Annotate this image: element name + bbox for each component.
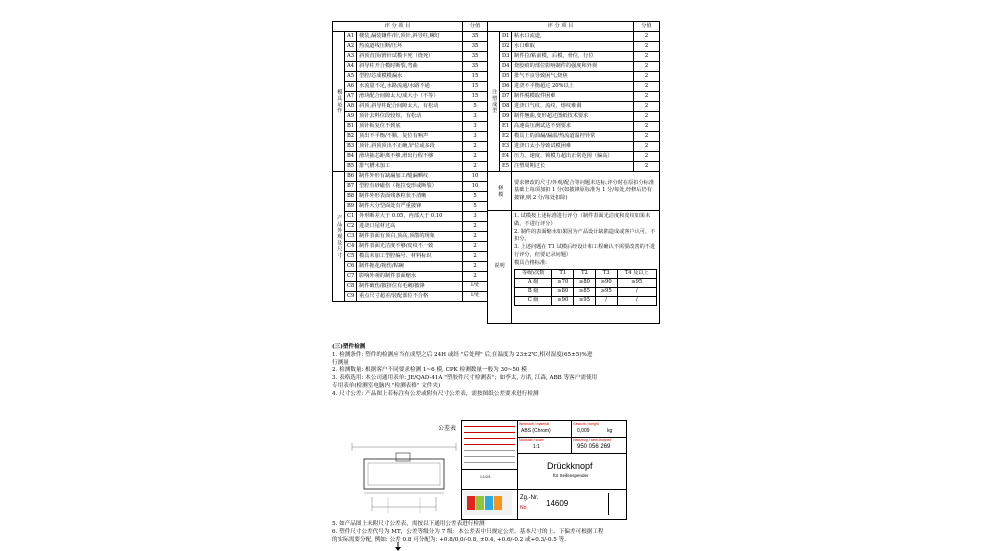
- table-row: [333, 222, 488, 232]
- item-code: E5: [500, 162, 512, 172]
- grade-cell: /: [617, 296, 656, 305]
- item-text: 型腔有砂磁伤（拖拉变形或断裂）: [357, 182, 463, 192]
- item-code: C8: [345, 282, 357, 292]
- item-score: 2: [463, 142, 488, 152]
- item-code: D5: [500, 72, 512, 82]
- item-score: 5: [463, 102, 488, 112]
- item-score: 3: [463, 132, 488, 142]
- drawing-number-cell: Zg.-Nr. No. 14609: [517, 489, 627, 519]
- item-text: 斜顶直顶/滑针试模卡死（烧死）: [357, 52, 463, 62]
- item-code: C2: [345, 222, 357, 232]
- group-repair: 修模: [488, 172, 512, 211]
- table-row: [488, 42, 660, 52]
- item-code: B3: [345, 142, 357, 152]
- item-code: B2: [345, 132, 357, 142]
- check-line-2: 行测量: [332, 359, 349, 366]
- item-score: 3: [463, 112, 488, 122]
- grade-cell: ≥80: [552, 287, 574, 296]
- item-score: 2: [634, 142, 660, 152]
- item-code: C5: [345, 252, 357, 262]
- note-line: 模具合格标准:: [514, 259, 547, 266]
- item-text: 滑块配合间隙太大/成大小（不等）: [357, 92, 463, 102]
- check-line-6: 4. 尺寸公差: 产品图上若标注有公差或附有尺寸公差表，需按图纸公差要求进行检测: [332, 390, 539, 397]
- note-cell: [512, 211, 660, 324]
- item-code: C7: [345, 272, 357, 282]
- item-text: 制件大分型面处有严重披锋: [357, 202, 463, 212]
- grade-cell: /: [617, 287, 656, 296]
- tolerance-label: 公差表: [438, 425, 457, 432]
- table-row: [488, 72, 660, 82]
- item-code: B1: [345, 122, 357, 132]
- footer-line-1: 5. 如产品图上未附尺寸公差表，需按以下通用公差表进行检测: [332, 521, 485, 527]
- item-score: 2: [634, 162, 660, 172]
- part-name-cell: Drückknopf für Seifenspender: [517, 453, 626, 490]
- item-code: D1: [500, 32, 512, 42]
- item-text: 水流量不足,水路流通/水路不通: [357, 82, 463, 92]
- item-text: 型腔/芯成模模漏水: [357, 72, 463, 82]
- item-score: 2: [463, 232, 488, 242]
- item-code: A6: [345, 82, 357, 92]
- item-code: A4: [345, 62, 357, 72]
- item-text: 顶针板复位不到底: [357, 122, 463, 132]
- item-text: 影响外观的制件表面缩水: [357, 272, 463, 282]
- grade-cell: C 级: [515, 296, 552, 305]
- grade-header: T1: [552, 269, 574, 278]
- item-score: 2: [463, 152, 488, 162]
- item-text: 粘水口流道,: [512, 32, 634, 42]
- table-row: [333, 282, 488, 292]
- item-text: 顶针,斜顶顶出不正确,铲位或多段: [357, 142, 463, 152]
- item-text: 制件表面有顶白,顶高,顶散的现象: [357, 232, 463, 242]
- item-score: 2: [634, 82, 660, 92]
- item-code: C3: [345, 232, 357, 242]
- table-row: [333, 42, 488, 52]
- item-code: A9: [345, 112, 357, 122]
- table-row: [333, 132, 488, 142]
- weight-cell: Gewicht / weight 0,009 kg: [571, 421, 626, 438]
- item-text: 斜导柱开合模时断裂,弯曲: [357, 62, 463, 72]
- arrow-down-icon: [395, 542, 401, 551]
- table-row: [333, 292, 488, 302]
- item-code: C6: [345, 262, 357, 272]
- grade-cell: A 级: [515, 278, 552, 287]
- item-text: 进浇口气纹、流纹、熔纹难调: [512, 102, 634, 112]
- item-score: 2: [463, 242, 488, 252]
- item-code: E2: [500, 132, 512, 142]
- item-text: 制件拖花/拖伤/粘碗: [357, 262, 463, 272]
- item-text: 进浇口尾材过高: [357, 222, 463, 232]
- grade-cell: B 级: [515, 287, 552, 296]
- group-product-size: 产品外观及尺寸: [333, 172, 345, 302]
- item-score: 35: [463, 52, 488, 62]
- item-text: 进浇不平衡超过 20%以上: [512, 82, 634, 92]
- item-score: 15: [463, 82, 488, 92]
- table-row: [333, 102, 488, 112]
- grade-header: T4 及以上: [617, 269, 656, 278]
- material-cell: Werkstoff / material ABS (Chrom): [517, 421, 572, 438]
- item-code: B6: [345, 172, 357, 182]
- note-line: 3. 上述问题在 T1 试模后经设计和工程确认不需要改善的不进行评分，但要记录问题）: [514, 244, 656, 258]
- part-sketch: [348, 433, 460, 519]
- table-row: [333, 112, 488, 122]
- table-row: [333, 242, 488, 252]
- item-text: 模具上的油漏/漏溢/热流道温控异常: [512, 132, 634, 142]
- col-header-score-right: 分值: [634, 22, 660, 32]
- grade-table: [514, 269, 657, 306]
- item-code: C9: [345, 292, 357, 302]
- item-code: D6: [500, 82, 512, 92]
- footer-line-2: 6. 塑件尺寸公差代号为 MT，公差等级分为 7 级：本公差表中只规定公差，基本尺寸的上、下偏差可根据工程: [332, 528, 604, 535]
- table-row: [333, 122, 488, 132]
- item-text: 注塑周期过长: [512, 162, 634, 172]
- table-row: [333, 62, 488, 72]
- item-code: D2: [500, 42, 512, 52]
- table-row: [333, 52, 488, 62]
- item-code: B9: [345, 202, 357, 212]
- item-score: 10: [463, 172, 488, 182]
- item-score: 35: [463, 42, 488, 52]
- item-text: 烧胶痕的部位影响制件的强度和外观: [512, 62, 634, 72]
- item-score: 2: [634, 62, 660, 72]
- group-mold-action: 模具运作: [333, 32, 345, 172]
- table-row: [488, 132, 660, 142]
- item-text: 楼装,漏装镶件/针,顶针,斜导柱,螺钉: [357, 32, 463, 42]
- table-row: [333, 82, 488, 92]
- table-row: [488, 62, 660, 72]
- item-text: 滑块抽芯距离不够,滑出行程不够: [357, 152, 463, 162]
- footer-notes: [332, 521, 662, 544]
- item-text: 制件表面光洁度不够/皮纹不一致: [357, 242, 463, 252]
- repair-text: 要求修改的尺寸/外观/配合等问题未达标,评分时在原扣分标准基础上每项加扣 1 分(如披锋原标准为 1 分/每处,经修后仍有披锋,则 2 分/每处扣除): [512, 172, 660, 211]
- item-score: 1/处: [463, 292, 488, 302]
- left-score-table: [332, 21, 488, 302]
- grade-cell: ≥85: [574, 287, 596, 296]
- item-code: B7: [345, 182, 357, 192]
- item-text: 排气不良导致困气,烧焦: [512, 72, 634, 82]
- item-score: 3: [463, 212, 488, 222]
- item-score: 2: [463, 252, 488, 262]
- check-line-3: 2. 检测数量: 根据客户不同要求检测 1~6 模, CPK 检测数量一般为 30~50 模: [332, 367, 527, 374]
- table-row: [488, 82, 660, 92]
- table-row: [488, 112, 660, 122]
- item-score: 2: [463, 262, 488, 272]
- revision-table: [462, 421, 518, 470]
- drawn-by-cell: 1:1/2/1: [462, 469, 518, 490]
- note-row: [488, 211, 660, 324]
- item-code: D7: [500, 92, 512, 102]
- table-row: [333, 212, 488, 222]
- grade-cell: ≥95: [595, 287, 617, 296]
- item-code: B5: [345, 162, 357, 172]
- table-row: [333, 182, 488, 192]
- item-code: B8: [345, 192, 357, 202]
- grade-cell: ≥95: [617, 278, 656, 287]
- item-score: 5: [463, 192, 488, 202]
- grade-cell: ≥70: [552, 278, 574, 287]
- semi-finished-cell: Halbzeug / semi-finished 950 056 269: [571, 437, 626, 454]
- item-score: 2: [463, 272, 488, 282]
- table-row: [333, 202, 488, 212]
- grade-cell: /: [595, 296, 617, 305]
- grade-header: T2: [574, 269, 596, 278]
- table-row: [488, 162, 660, 172]
- item-score: 2: [634, 102, 660, 112]
- scale-cell: Maßstab / scale 1:1: [517, 437, 572, 454]
- item-text: 排气槽未加工: [357, 162, 463, 172]
- note-line: 1. 试模按上述标准进行评分（制件表面光洁度和皮纹如果未做，不进行评分）: [514, 213, 651, 227]
- table-row: [333, 192, 488, 202]
- table-row: [488, 152, 660, 162]
- item-score: 2: [634, 32, 660, 42]
- item-code: A1: [345, 32, 357, 42]
- item-code: E1: [500, 122, 512, 132]
- table-row: [488, 32, 660, 42]
- item-score: 2: [634, 42, 660, 52]
- group-injection: 注塑成型: [488, 32, 500, 172]
- item-text: 制件翘曲,变形超过图纸技术要求: [512, 112, 634, 122]
- repair-row: [488, 172, 660, 211]
- item-code: E4: [500, 152, 512, 162]
- table-row: [333, 32, 488, 42]
- item-text: 进浇口太小导致试模困难: [512, 142, 634, 152]
- table-row: [488, 142, 660, 152]
- inspection-section: [332, 344, 662, 399]
- item-score: 5: [463, 202, 488, 212]
- check-line-5: 专用表单(检测室电脑内 "检测表格" 文件夹): [332, 383, 441, 390]
- item-score: 35: [463, 62, 488, 72]
- item-code: D4: [500, 62, 512, 72]
- note-line: 2. 制件的表面缩水如果因为产品设计缺陷造成或客户认可，不扣分。: [514, 228, 656, 243]
- item-score: 2: [463, 162, 488, 172]
- item-code: A2: [345, 42, 357, 52]
- company-logo: [464, 491, 512, 515]
- item-score: 15: [463, 72, 488, 82]
- item-text: 制件脱模取件困难: [512, 92, 634, 102]
- item-code: C4: [345, 242, 357, 252]
- item-text: 压力、速度、锁模力超出正常范围（偏高）: [512, 152, 634, 162]
- table-row: [488, 102, 660, 112]
- item-text: 制件外形有缺漏加工/缝漏晒纹: [357, 172, 463, 182]
- item-text: 热流道线压断/压坏: [357, 42, 463, 52]
- grade-cell: ≥95: [574, 296, 596, 305]
- item-score: 2: [634, 52, 660, 62]
- item-text: 制件破伤/披挤位有毛刺/披锋: [357, 282, 463, 292]
- table-row: [333, 72, 488, 82]
- item-score: 2: [634, 92, 660, 102]
- item-text: 制件拉/粘前模，后模，骨位，行位: [512, 52, 634, 62]
- item-score: 2: [634, 112, 660, 122]
- item-score: 1/处: [463, 282, 488, 292]
- item-code: A7: [345, 92, 357, 102]
- item-score: 35: [463, 32, 488, 42]
- table-row: [333, 152, 488, 162]
- item-text: 外形断差大于 0.05，内部大于 0.10: [357, 212, 463, 222]
- table-row: [488, 122, 660, 132]
- table-row: [333, 172, 488, 182]
- item-code: D9: [500, 112, 512, 122]
- document-page: [328, 17, 663, 545]
- item-score: 2: [634, 72, 660, 82]
- item-text: 高速高压测试达不到要求: [512, 122, 634, 132]
- table-row: [488, 52, 660, 62]
- item-text: 模具未加工型腔编号、材料标识: [357, 252, 463, 262]
- item-code: D8: [500, 102, 512, 112]
- table-row: [333, 252, 488, 262]
- item-text: 顶出不平衡/不顺，复位有响声: [357, 132, 463, 142]
- table-row: [333, 262, 488, 272]
- table-row: [333, 92, 488, 102]
- grade-cell: ≥80: [574, 278, 596, 287]
- item-text: 重点尺寸超差/装配部位不合格: [357, 292, 463, 302]
- item-code: A8: [345, 102, 357, 112]
- item-code: B4: [345, 152, 357, 162]
- item-code: A5: [345, 72, 357, 82]
- col-header-item-right: 评 分 项 目: [488, 22, 634, 32]
- item-score: 2: [634, 122, 660, 132]
- item-code: A3: [345, 52, 357, 62]
- item-score: 3: [463, 122, 488, 132]
- grade-cell: ≥90: [552, 296, 574, 305]
- table-row: [333, 162, 488, 172]
- item-text: 顶针去料位段较短，有松动: [357, 112, 463, 122]
- footer-line-3: 的实际需要分配, 例如: 公差 0.8 可分配为: +0.8/0,0/-0.8, ±0.4, +0.6/-0.2 或+0.3/-0.5 等.: [332, 536, 566, 543]
- check-line-1: 1. 检测条件: 塑件的检测应当在成型之后 24H 或经 "后处理" 后,在温度为 23±2℃,相对湿度(65±5)%进: [332, 351, 593, 358]
- grade-header: T3: [595, 269, 617, 278]
- item-score: 2: [463, 222, 488, 232]
- item-text: 斜顶,斜导柱配合间隙太大，有松动: [357, 102, 463, 112]
- title-block: [461, 420, 627, 520]
- item-code: C1: [345, 212, 357, 222]
- item-code: D3: [500, 52, 512, 62]
- item-score: 10: [463, 182, 488, 192]
- table-row: [333, 232, 488, 242]
- item-score: 2: [634, 152, 660, 162]
- table-row: [333, 142, 488, 152]
- right-score-table: [487, 21, 660, 324]
- col-header-item: 评 分 项 目: [333, 22, 463, 32]
- table-row: [333, 272, 488, 282]
- table-row: [488, 92, 660, 102]
- item-score: 15: [463, 92, 488, 102]
- group-note: 说明: [488, 211, 512, 324]
- grade-cell: ≥90: [595, 278, 617, 287]
- item-text: 制件外形表面残条粒状不清晰: [357, 192, 463, 202]
- item-text: 水口难取: [512, 42, 634, 52]
- check-line-4: 3. 表格选用: 本公司通用表单: JE/QAD-41A "塑胶件尺寸检测表"；如李太, 方诺, 江森, ABB 等客户需使用: [332, 375, 598, 382]
- section-title: (三)塑件检测: [332, 344, 366, 350]
- grade-header: 等级\次数: [515, 269, 552, 278]
- col-header-score: 分值: [463, 22, 488, 32]
- item-code: E3: [500, 142, 512, 152]
- item-score: 2: [634, 132, 660, 142]
